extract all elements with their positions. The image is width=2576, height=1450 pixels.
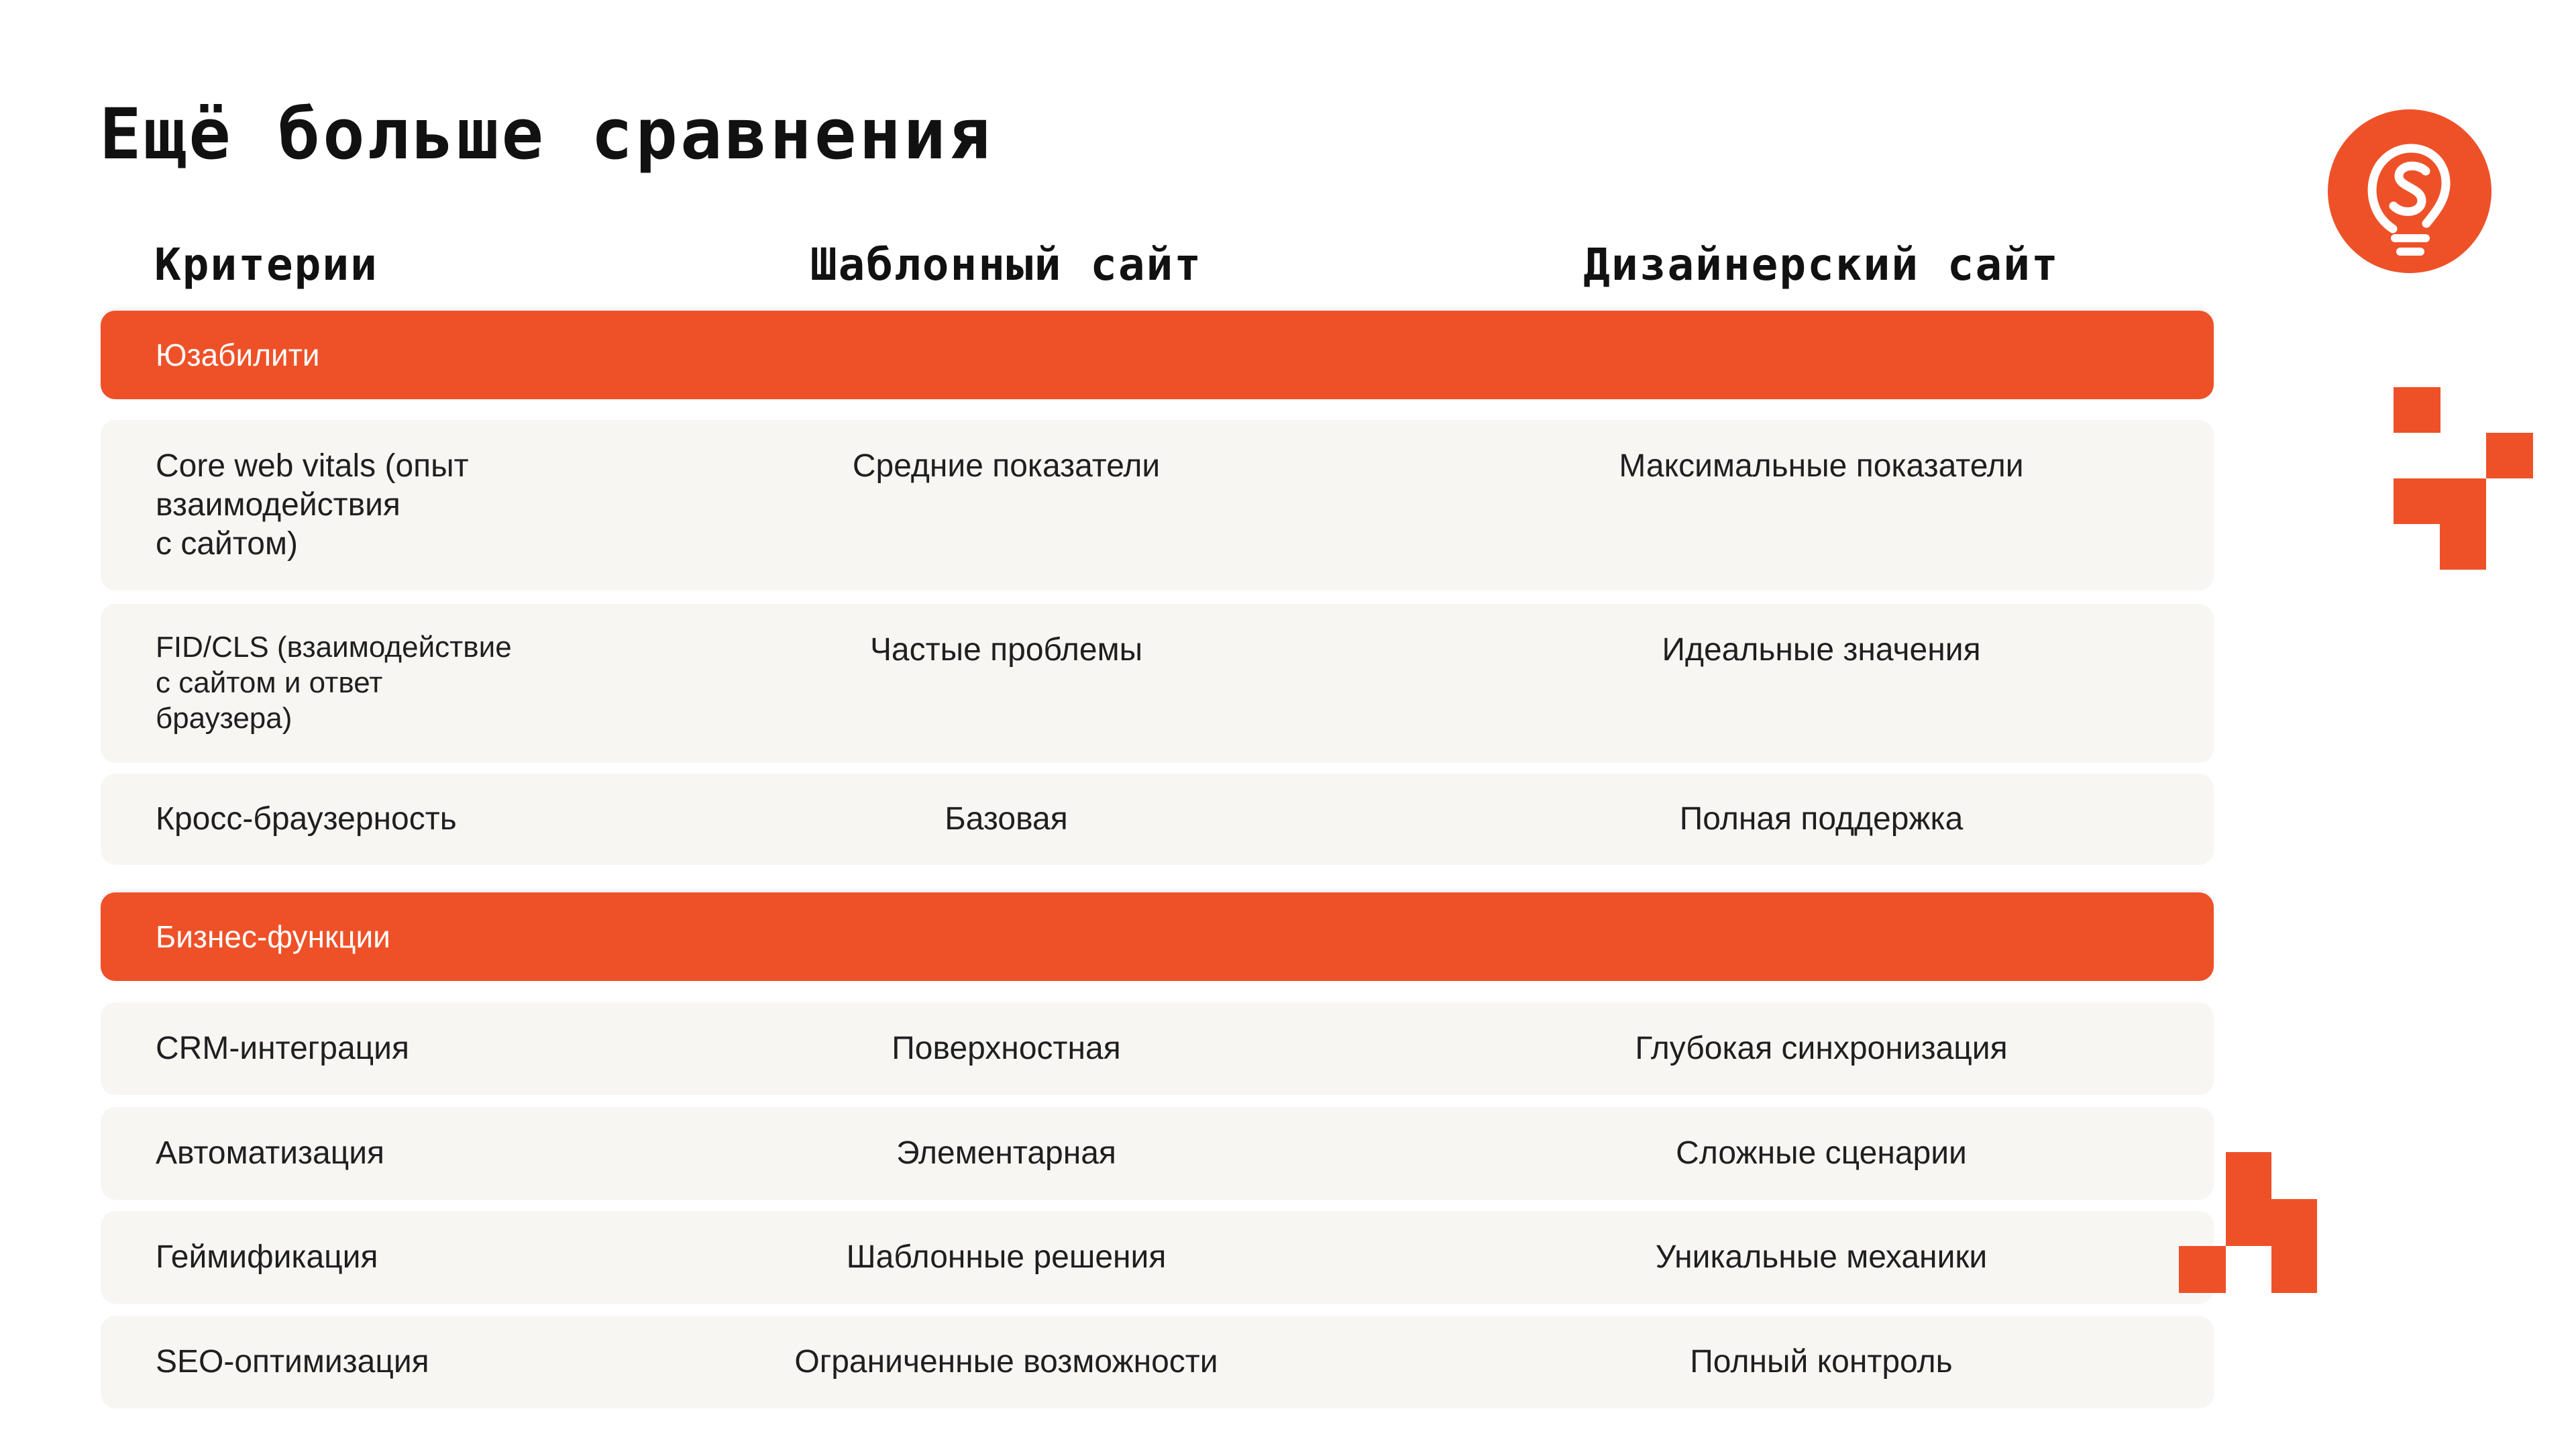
- template-cell: Поверхностная: [892, 1031, 1121, 1066]
- table-row: [101, 1002, 2214, 1095]
- table-row: [101, 604, 2214, 763]
- template-cell: Шаблонные решения: [846, 1239, 1167, 1275]
- criterion-cell: CRM-интеграция: [156, 1031, 409, 1066]
- page-title: Ещё больше сравнения: [99, 93, 994, 175]
- designer-cell: Идеальные значения: [1662, 632, 1981, 668]
- designer-cell: Глубокая синхронизация: [1635, 1031, 2008, 1066]
- template-cell: Ограниченные возможности: [794, 1344, 1218, 1380]
- designer-cell: Полный контроль: [1690, 1344, 1953, 1380]
- criterion-cell: FID/CLS (взаимодействие с сайтом и ответ браузера): [156, 631, 512, 735]
- template-cell: Базовая: [945, 801, 1068, 837]
- column-header-template-site: Шаблонный сайт: [810, 239, 1203, 291]
- pixel-decoration: [2486, 433, 2533, 478]
- pixel-decoration: [2394, 387, 2440, 433]
- pixel-decoration: [2440, 478, 2486, 570]
- designer-cell: Уникальные механики: [1655, 1239, 1988, 1275]
- table-row: [101, 420, 2214, 590]
- criterion-cell: Кросс-браузерность: [156, 801, 457, 837]
- template-cell: Средние показатели: [852, 448, 1161, 484]
- criterion-cell: Core web vitals (опыт взаимодействия с сайтом): [156, 448, 469, 562]
- table-row: [101, 1211, 2214, 1304]
- pixel-decoration: [2179, 1246, 2226, 1293]
- column-header-criteria: Критерии: [154, 239, 378, 291]
- section-header-business-functions: [101, 892, 2214, 981]
- template-cell: Частые проблемы: [869, 632, 1143, 668]
- template-cell: Элементарная: [896, 1135, 1116, 1171]
- designer-cell: Максимальные показатели: [1619, 448, 2024, 484]
- brand-logo: [2328, 109, 2491, 273]
- section-label: Юзабилити: [156, 338, 320, 372]
- criterion-cell: SEO-оптимизация: [156, 1344, 429, 1380]
- table-row: [101, 1316, 2214, 1408]
- criterion-cell: Геймификация: [156, 1239, 378, 1275]
- table-row: [101, 1107, 2214, 1200]
- section-label: Бизнес-функции: [156, 919, 390, 954]
- designer-cell: Полная поддержка: [1679, 801, 1964, 837]
- criterion-cell: Автоматизация: [156, 1135, 385, 1171]
- pixel-decoration: [2271, 1199, 2317, 1293]
- designer-cell: Сложные сценарии: [1676, 1135, 1967, 1171]
- lightbulb-s-logo-icon: [2328, 109, 2491, 273]
- table-row: [101, 774, 2214, 865]
- section-header-usability: [101, 311, 2214, 399]
- column-header-designer-site: Дизайнерский сайт: [1583, 239, 2059, 291]
